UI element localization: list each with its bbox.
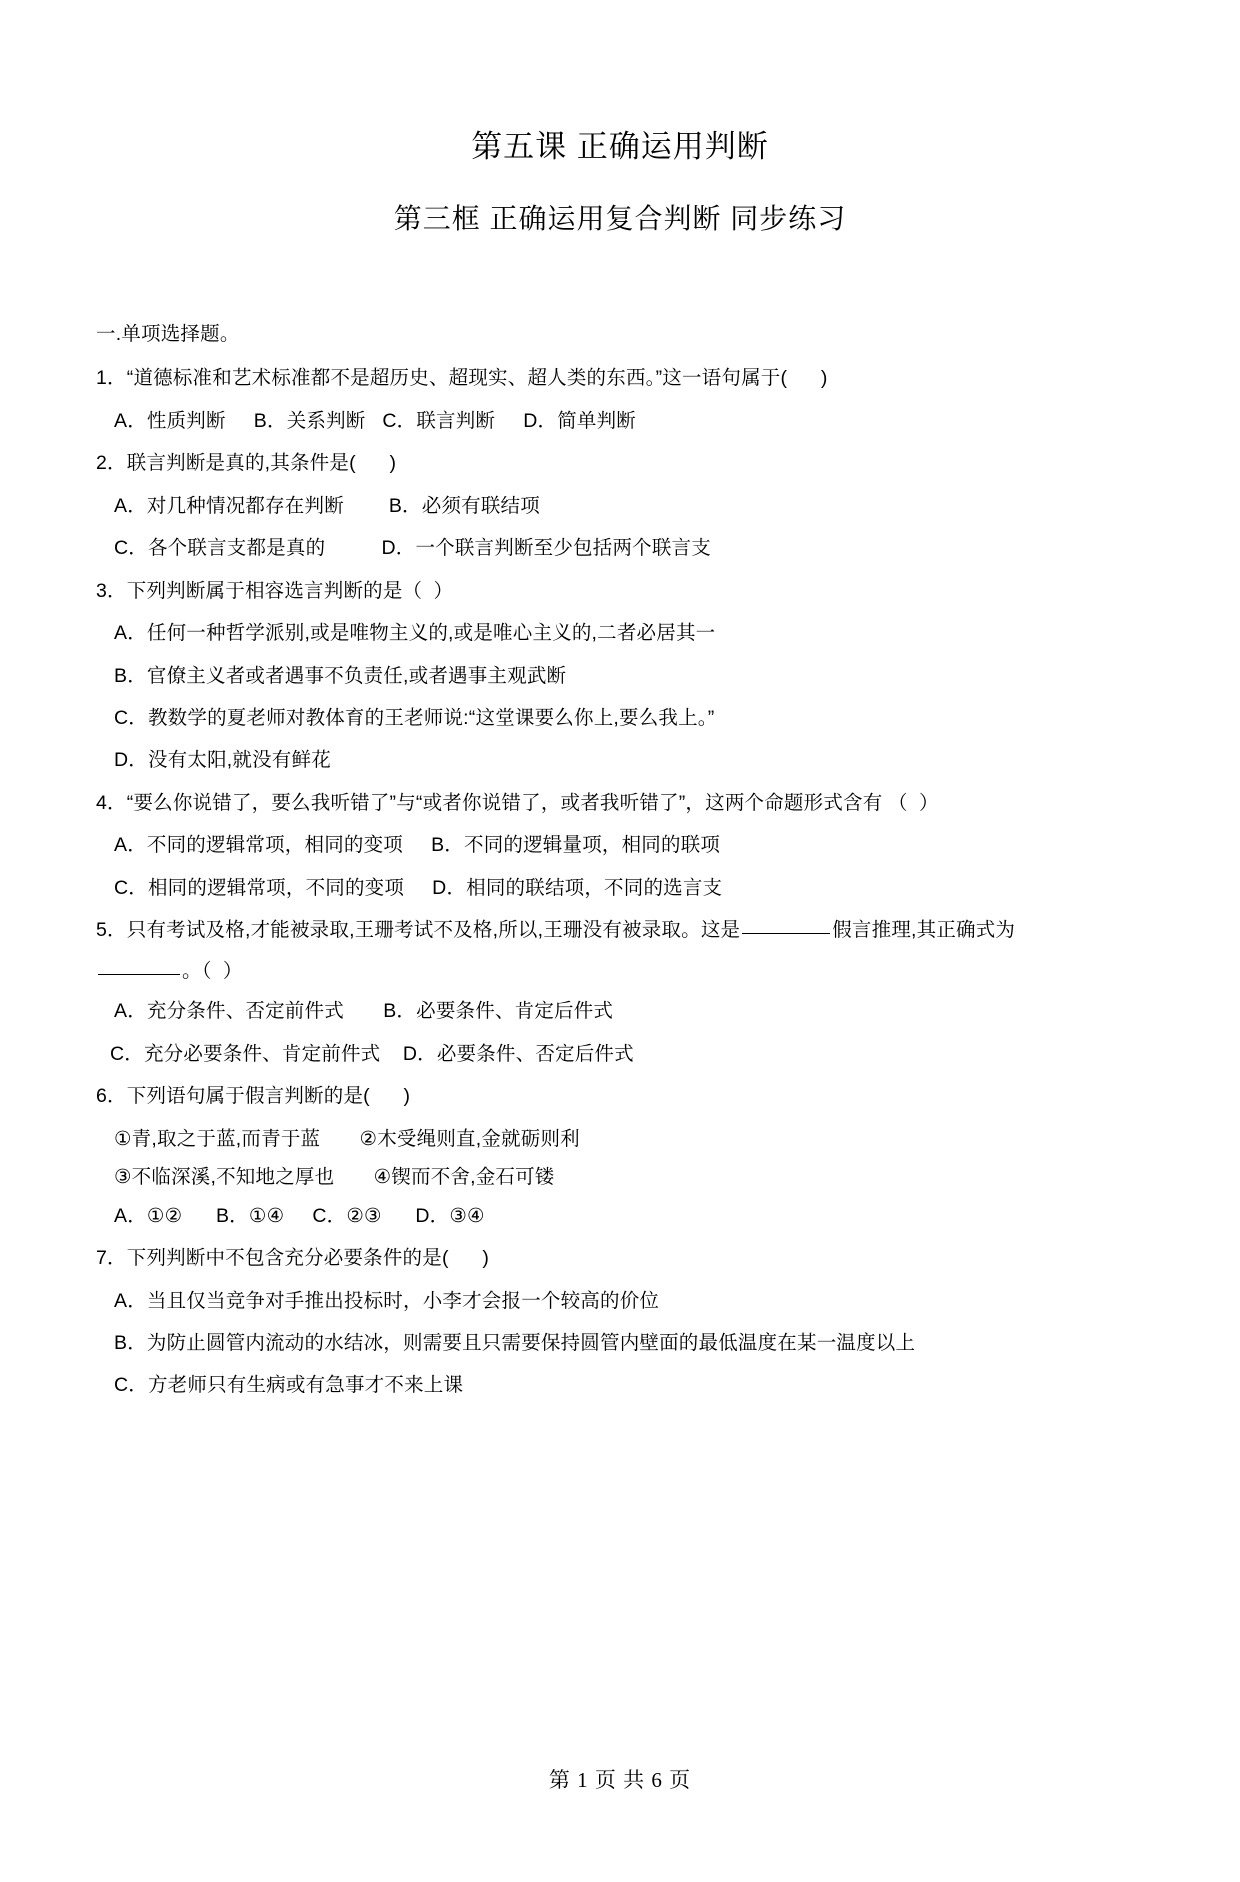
question-5	[96, 920, 1154, 1064]
question-stem: 2．联言判断是真的,其条件是( )	[96, 452, 397, 475]
question-option-a[interactable]: A．当且仅当竞争对手推出投标时，小李才会报一个较高的价位	[114, 1289, 660, 1312]
question-stem	[96, 920, 1154, 940]
question-2	[96, 453, 1154, 558]
question-option-c[interactable]: C．方老师只有生病或有急事才不来上课	[114, 1374, 464, 1397]
question-1	[96, 368, 1154, 431]
question-3	[96, 581, 1154, 771]
question-options[interactable]: C．相同的逻辑常项，不同的变项 D．相同的联结项，不同的选言支	[114, 876, 723, 899]
question-options[interactable]: C．各个联言支都是真的 D．一个联言判断至少包括两个联言支	[114, 537, 711, 560]
question-statements-1: ①青,取之于蓝,而青于蓝 ②木受绳则直,金就砺则利	[114, 1127, 580, 1150]
question-options[interactable]: A．性质判断 B．关系判断 C．联言判断 D．简单判断	[114, 409, 637, 432]
question-statements-2: ③不临深溪,不知地之厚也 ④锲而不舍,金石可镂	[114, 1166, 555, 1189]
page-subtitle: 第三框 正确运用复合判断 同步练习	[393, 202, 847, 234]
question-options[interactable]: A．不同的逻辑常项，相同的变项 B．不同的逻辑量项，相同的联项	[114, 834, 721, 857]
page-number-label: 第 1 页 共 6 页	[548, 1768, 692, 1792]
document-body	[0, 324, 1240, 1396]
question-stem-line2	[96, 961, 1154, 981]
question-option-b[interactable]: B．为防止圆管内流动的水结冰，则需要且只需要保持圆管内壁面的最低温度在某一温度以上	[114, 1332, 916, 1354]
page-footer	[0, 1764, 1240, 1794]
question-option-c[interactable]: C．教数学的夏老师对教体育的王老师说:“这堂课要么你上,要么我上。”	[114, 706, 715, 729]
question-options[interactable]: C．充分必要条件、肯定前件式 D．必要条件、否定后件式	[110, 1042, 634, 1065]
question-stem: 6．下列语句属于假言判断的是( )	[96, 1085, 411, 1108]
fill-in-blank-1[interactable]	[742, 932, 830, 934]
question-stem-part1: 5．只有考试及格,才能被录取,王珊考试不及格,所以,王珊没有被录取。这是	[96, 919, 741, 942]
question-options[interactable]: A．充分条件、否定前件式 B．必要条件、肯定后件式	[114, 1000, 614, 1023]
question-4	[96, 793, 1154, 898]
question-stem: 4．“要么你说错了，要么我听错了”与“或者你说错了，或者我听错了”，这两个命题形式含有 （ ）	[96, 791, 939, 814]
question-stem-part3: 。（ ）	[182, 959, 243, 982]
question-options[interactable]: A．①② B．①④ C．②③ D．③④	[114, 1204, 485, 1227]
question-stem-part2: 假言推理,其正确式为	[832, 919, 1016, 942]
document-page	[0, 128, 1240, 1882]
question-stem: 1．“道德标准和艺术标准都不是超历史、超现实、超人类的东西。”这一语句属于( )	[96, 367, 828, 390]
fill-in-blank-2[interactable]	[98, 973, 180, 975]
question-stem: 7．下列判断中不包含充分必要条件的是( )	[96, 1247, 490, 1270]
section-heading-multiple-choice: 一.单项选择题。	[96, 322, 240, 345]
question-option-d[interactable]: D．没有太阳,就没有鲜花	[114, 749, 331, 772]
question-6	[96, 1086, 1154, 1226]
page-title: 第五课 正确运用判断	[471, 129, 769, 164]
question-options[interactable]: A．对几种情况都存在判断 B．必须有联结项	[114, 494, 540, 517]
question-stem: 3．下列判断属于相容选言判断的是（ ）	[96, 579, 454, 602]
question-option-a[interactable]: A．任何一种哲学派别,或是唯物主义的,或是唯心主义的,二者必居其一	[114, 622, 716, 645]
question-option-b[interactable]: B．官僚主义者或者遇事不负责任,或者遇事主观武断	[114, 664, 567, 687]
question-7	[96, 1248, 1154, 1396]
